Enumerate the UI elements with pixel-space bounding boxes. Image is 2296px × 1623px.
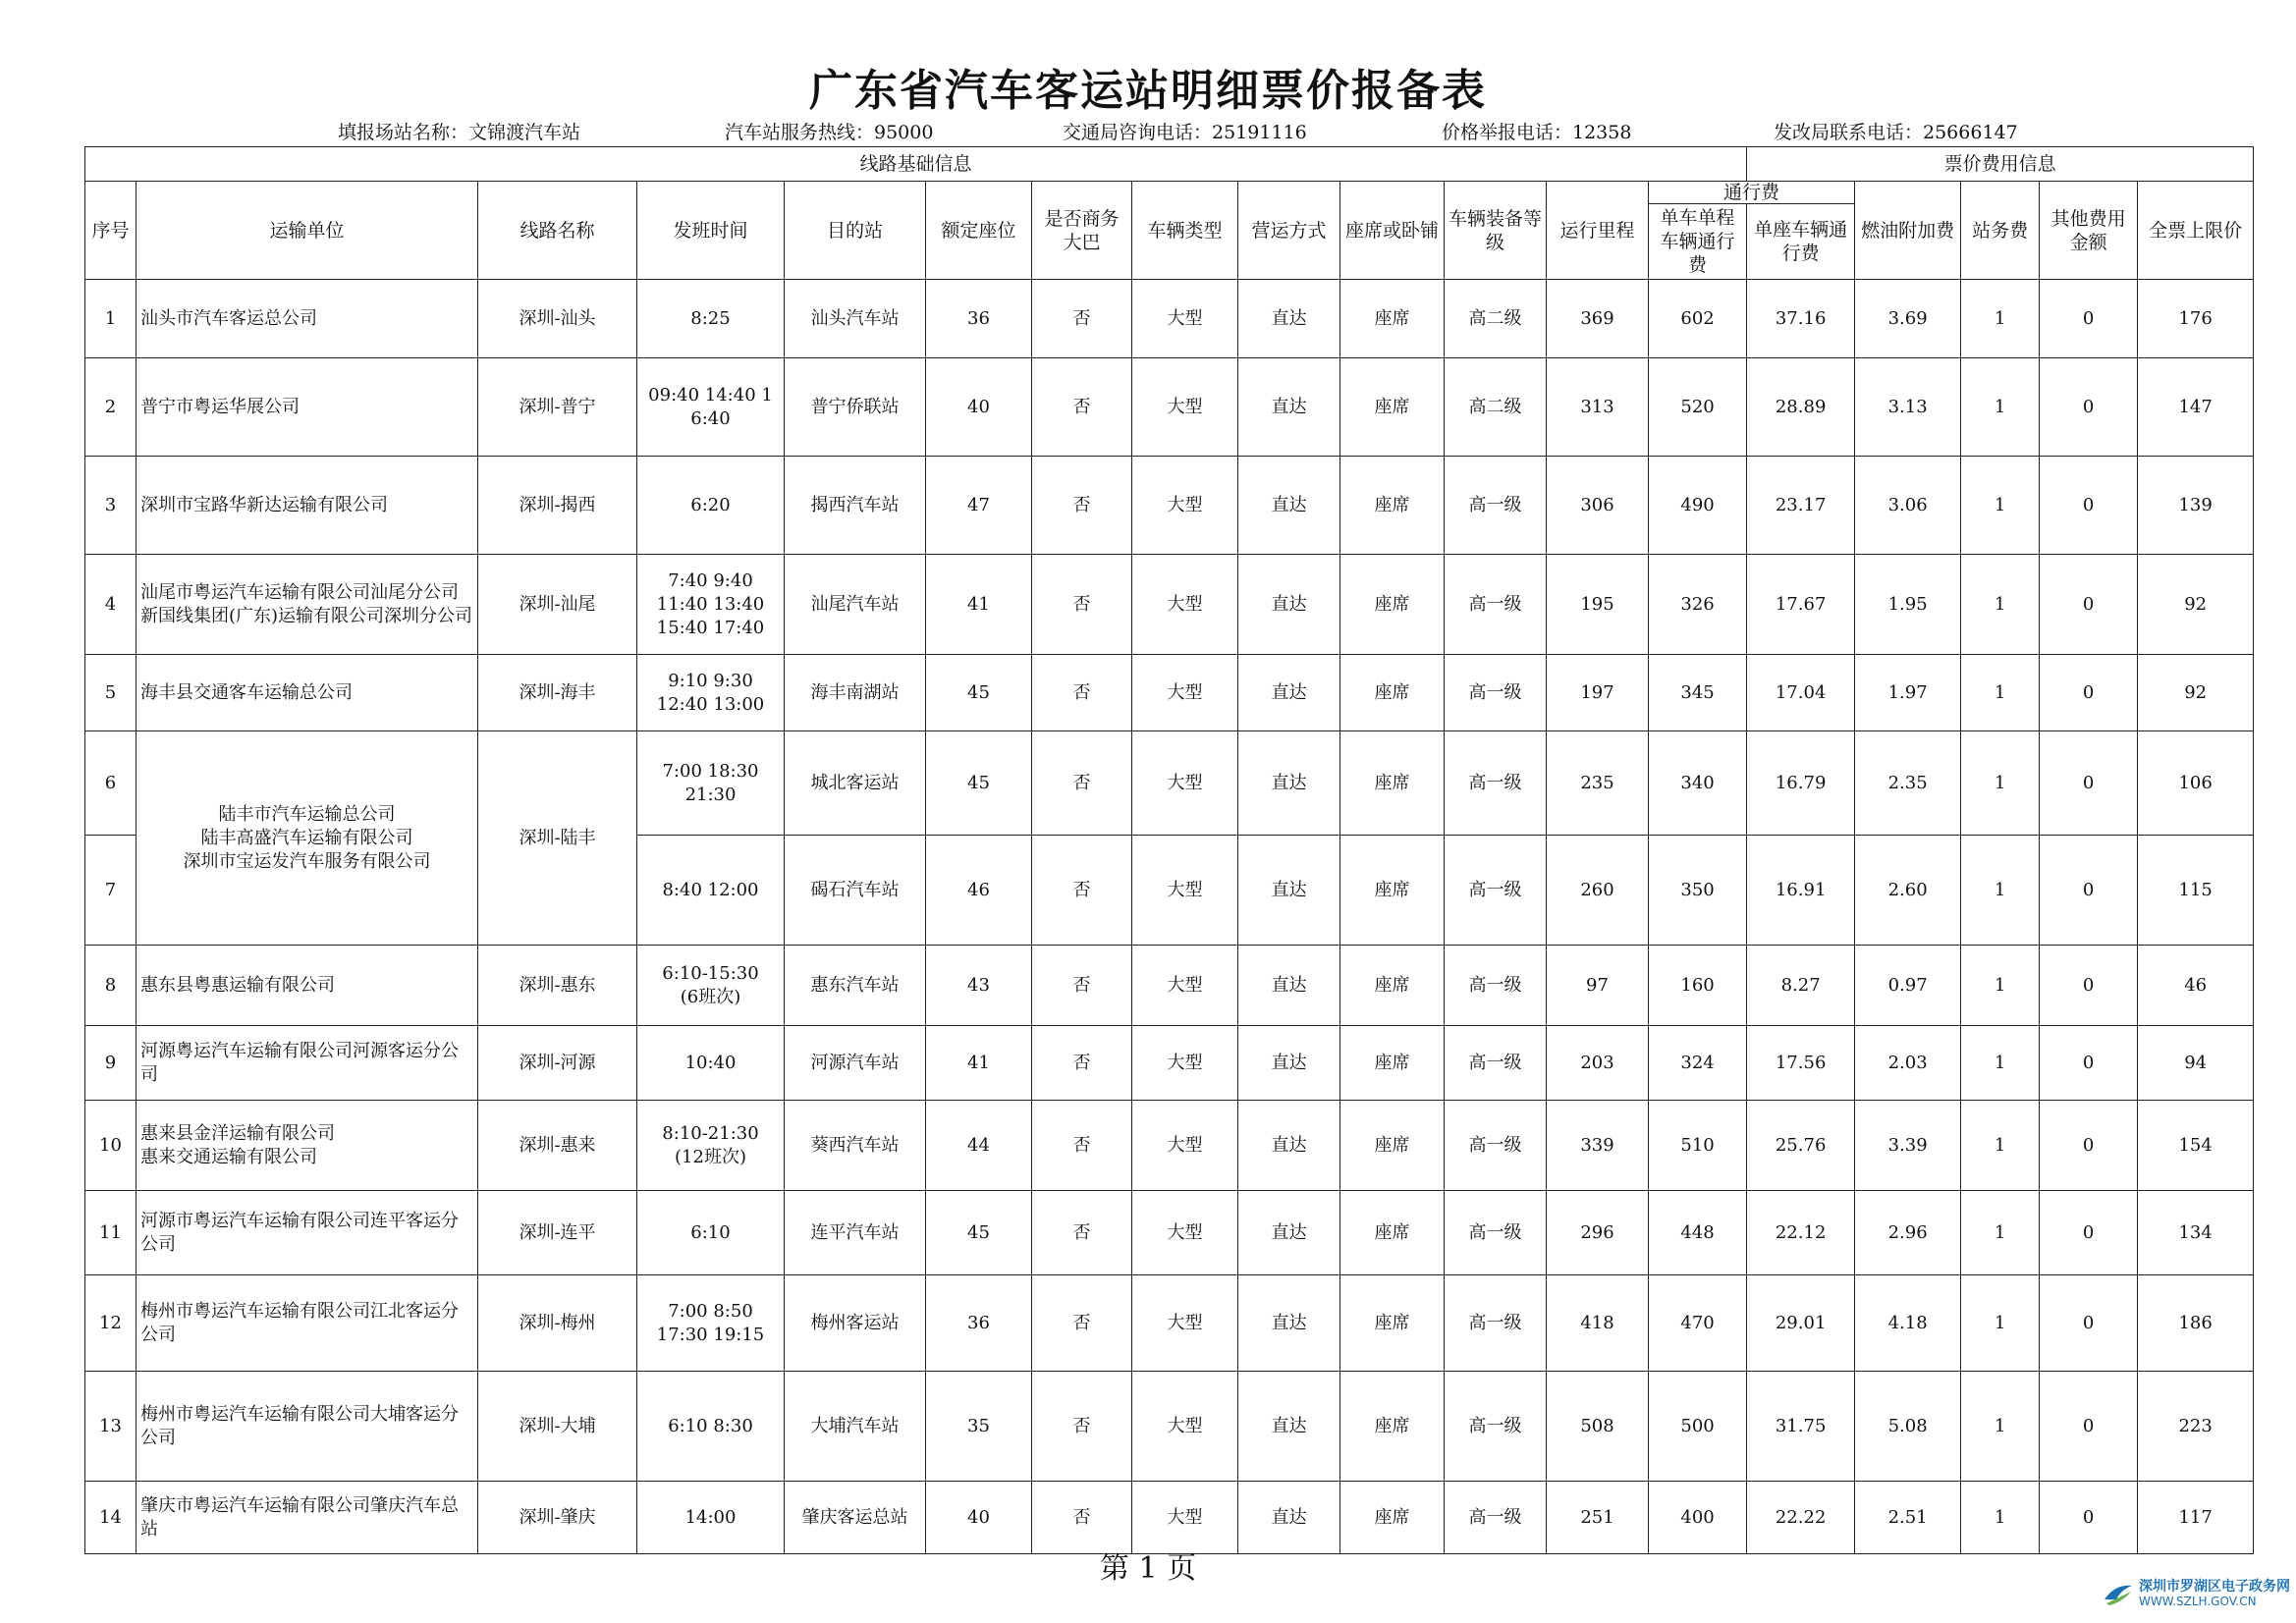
vtype-cell: 大型 [1132,1101,1238,1191]
mode-cell: 直达 [1238,1101,1340,1191]
station-fee-cell: 1 [1961,1101,2040,1191]
seq-cell: 1 [85,280,137,358]
time-cell: 7:40 9:40 11:40 13:40 15:40 17:40 [637,555,785,655]
dest-cell: 连平汽车站 [785,1191,926,1275]
time-cell: 09:40 14:40 16:40 [637,358,785,457]
toll-seat-cell: 22.22 [1747,1482,1855,1554]
vtype-cell: 大型 [1132,1372,1238,1482]
seat-type-cell: 座席 [1340,280,1445,358]
time-cell: 8:10-21:30 (12班次) [637,1101,785,1191]
col-seq: 序号 [85,182,137,280]
max-price-cell: 117 [2138,1482,2254,1554]
time-cell: 7:00 18:30 21:30 [637,731,785,836]
fuel-cell: 5.08 [1855,1372,1961,1482]
seat-type-cell: 座席 [1340,1191,1445,1275]
group-fee-info: 票价费用信息 [1747,147,2254,182]
toll-vehicle-cell: 490 [1649,457,1747,555]
distance-cell: 260 [1547,836,1649,946]
distance-cell: 418 [1547,1275,1649,1372]
toll-vehicle-cell: 350 [1649,836,1747,946]
col-toll-group: 通行费 [1649,182,1855,204]
distance-cell: 195 [1547,555,1649,655]
vtype-cell: 大型 [1132,457,1238,555]
unit-cell: 惠东县粤惠运输有限公司 [137,946,478,1026]
fuel-cell: 2.03 [1855,1026,1961,1101]
page-title: 广东省汽车客运站明细票价报备表 [809,66,1487,116]
fuel-cell: 2.96 [1855,1191,1961,1275]
seat-type-cell: 座席 [1340,457,1445,555]
fuel-cell: 3.69 [1855,280,1961,358]
toll-vehicle-cell: 470 [1649,1275,1747,1372]
business-cell: 否 [1032,1372,1132,1482]
toll-seat-cell: 17.56 [1747,1026,1855,1101]
toll-vehicle-cell: 520 [1649,358,1747,457]
ndrc-phone: 发改局联系电话：25666147 [1774,122,2018,143]
business-cell: 否 [1032,1101,1132,1191]
distance-cell: 97 [1547,946,1649,1026]
route-cell: 深圳-陆丰 [478,731,637,946]
vtype-cell: 大型 [1132,358,1238,457]
seq-cell: 11 [85,1191,137,1275]
station-name: 填报场站名称：文锦渡汽车站 [338,122,581,143]
max-price-cell: 176 [2138,280,2254,358]
dest-cell: 葵西汽车站 [785,1101,926,1191]
other-fee-cell: 0 [2040,555,2138,655]
unit-cell: 陆丰市汽车运输总公司 陆丰高盛汽车运输有限公司 深圳市宝运发汽车服务有限公司 [137,731,478,946]
grade-cell: 高一级 [1445,555,1547,655]
col-seat-type: 座席或卧铺 [1340,182,1445,280]
business-cell: 否 [1032,731,1132,836]
table-row [85,655,2254,731]
grade-cell: 高一级 [1445,731,1547,836]
col-other: 其他费用金额 [2040,182,2138,280]
seats-cell: 45 [926,655,1032,731]
other-fee-cell: 0 [2040,1191,2138,1275]
dest-cell: 大埔汽车站 [785,1372,926,1482]
toll-vehicle-cell: 500 [1649,1372,1747,1482]
seat-type-cell: 座席 [1340,1275,1445,1372]
table-row [85,946,2254,1026]
route-cell: 深圳-惠东 [478,946,637,1026]
seq-cell: 3 [85,457,137,555]
vtype-cell: 大型 [1132,1275,1238,1372]
station-fee-cell: 1 [1961,836,2040,946]
seats-cell: 41 [926,555,1032,655]
max-price-cell: 46 [2138,946,2254,1026]
dest-cell: 城北客运站 [785,731,926,836]
other-fee-cell: 0 [2040,731,2138,836]
table-row [85,555,2254,655]
other-fee-cell: 0 [2040,280,2138,358]
distance-cell: 203 [1547,1026,1649,1101]
time-cell: 8:25 [637,280,785,358]
fuel-cell: 2.51 [1855,1482,1961,1554]
toll-seat-cell: 37.16 [1747,280,1855,358]
other-fee-cell: 0 [2040,1482,2138,1554]
dest-cell: 河源汽车站 [785,1026,926,1101]
col-time: 发班时间 [637,182,785,280]
seats-cell: 40 [926,358,1032,457]
other-fee-cell: 0 [2040,1101,2138,1191]
toll-vehicle-cell: 510 [1649,1101,1747,1191]
time-cell: 7:00 8:50 17:30 19:15 [637,1275,785,1372]
grade-cell: 高一级 [1445,1275,1547,1372]
vtype-cell: 大型 [1132,655,1238,731]
seq-cell: 12 [85,1275,137,1372]
grade-cell: 高一级 [1445,457,1547,555]
mode-cell: 直达 [1238,280,1340,358]
time-cell: 8:40 12:00 [637,836,785,946]
business-cell: 否 [1032,1191,1132,1275]
station-fee-cell: 1 [1961,1191,2040,1275]
fuel-cell: 3.06 [1855,457,1961,555]
other-fee-cell: 0 [2040,655,2138,731]
toll-vehicle-cell: 448 [1649,1191,1747,1275]
table-row [85,1372,2254,1482]
col-unit: 运输单位 [137,182,478,280]
unit-cell: 梅州市粤运汽车运输有限公司大埔客运分公司 [137,1372,478,1482]
fare-table-body [85,147,2254,1554]
group-line-info: 线路基础信息 [85,147,1747,182]
mode-cell: 直达 [1238,1026,1340,1101]
group-header-row [85,147,2254,182]
station-fee-cell: 1 [1961,946,2040,1026]
unit-cell: 河源粤运汽车运输有限公司河源客运分公司 [137,1026,478,1101]
toll-vehicle-cell: 345 [1649,655,1747,731]
seq-cell: 7 [85,836,137,946]
service-hotline: 汽车站服务热线：95000 [725,122,934,143]
max-price-cell: 134 [2138,1191,2254,1275]
fuel-cell: 0.97 [1855,946,1961,1026]
col-business: 是否商务大巴 [1032,182,1132,280]
station-fee-cell: 1 [1961,358,2040,457]
max-price-cell: 106 [2138,731,2254,836]
business-cell: 否 [1032,1026,1132,1101]
grade-cell: 高一级 [1445,1482,1547,1554]
seats-cell: 40 [926,1482,1032,1554]
unit-cell: 海丰县交通客车运输总公司 [137,655,478,731]
seats-cell: 45 [926,1191,1032,1275]
col-vtype: 车辆类型 [1132,182,1238,280]
grade-cell: 高二级 [1445,280,1547,358]
route-cell: 深圳-海丰 [478,655,637,731]
unit-cell: 梅州市粤运汽车运输有限公司江北客运分公司 [137,1275,478,1372]
fuel-cell: 1.95 [1855,555,1961,655]
distance-cell: 306 [1547,457,1649,555]
logo-icon [2102,1580,2135,1607]
mode-cell: 直达 [1238,358,1340,457]
business-cell: 否 [1032,946,1132,1026]
table-row [85,731,2254,836]
seats-cell: 36 [926,1275,1032,1372]
table-row [85,1026,2254,1101]
seat-type-cell: 座席 [1340,946,1445,1026]
vtype-cell: 大型 [1132,1026,1238,1101]
dest-cell: 海丰南湖站 [785,655,926,731]
time-cell: 10:40 [637,1026,785,1101]
col-seats: 额定座位 [926,182,1032,280]
unit-cell: 河源市粤运汽车运输有限公司连平客运分公司 [137,1191,478,1275]
toll-vehicle-cell: 326 [1649,555,1747,655]
distance-cell: 369 [1547,280,1649,358]
seq-cell: 2 [85,358,137,457]
col-mode: 营运方式 [1238,182,1340,280]
dest-cell: 揭西汽车站 [785,457,926,555]
grade-cell: 高一级 [1445,655,1547,731]
business-cell: 否 [1032,1482,1132,1554]
dest-cell: 梅州客运站 [785,1275,926,1372]
business-cell: 否 [1032,655,1132,731]
vtype-cell: 大型 [1132,946,1238,1026]
max-price-cell: 92 [2138,655,2254,731]
mode-cell: 直达 [1238,836,1340,946]
seq-cell: 5 [85,655,137,731]
business-cell: 否 [1032,555,1132,655]
other-fee-cell: 0 [2040,1275,2138,1372]
col-toll-vehicle: 单车单程车辆通行费 [1649,204,1747,280]
price-report-phone: 价格举报电话：12358 [1442,122,1632,143]
business-cell: 否 [1032,1275,1132,1372]
seats-cell: 36 [926,280,1032,358]
distance-cell: 508 [1547,1372,1649,1482]
time-cell: 6:10-15:30 (6班次) [637,946,785,1026]
toll-vehicle-cell: 602 [1649,280,1747,358]
vtype-cell: 大型 [1132,555,1238,655]
station-fee-cell: 1 [1961,655,2040,731]
seat-type-cell: 座席 [1340,555,1445,655]
table-row [85,358,2254,457]
seats-cell: 47 [926,457,1032,555]
dest-cell: 普宁侨联站 [785,358,926,457]
route-cell: 深圳-惠来 [478,1101,637,1191]
seat-type-cell: 座席 [1340,655,1445,731]
max-price-cell: 186 [2138,1275,2254,1372]
toll-seat-cell: 22.12 [1747,1191,1855,1275]
unit-cell: 惠来县金洋运输有限公司 惠来交通运输有限公司 [137,1101,478,1191]
col-fuel: 燃油附加费 [1855,182,1961,280]
route-cell: 深圳-大埔 [478,1372,637,1482]
time-cell: 6:20 [637,457,785,555]
mode-cell: 直达 [1238,655,1340,731]
route-cell: 深圳-连平 [478,1191,637,1275]
toll-vehicle-cell: 324 [1649,1026,1747,1101]
station-fee-cell: 1 [1961,1275,2040,1372]
table-row [85,457,2254,555]
business-cell: 否 [1032,836,1132,946]
fuel-cell: 3.39 [1855,1101,1961,1191]
fuel-cell: 1.97 [1855,655,1961,731]
toll-seat-cell: 31.75 [1747,1372,1855,1482]
max-price-cell: 115 [2138,836,2254,946]
other-fee-cell: 0 [2040,1372,2138,1482]
max-price-cell: 94 [2138,1026,2254,1101]
grade-cell: 高一级 [1445,1101,1547,1191]
table-row [85,1101,2254,1191]
other-fee-cell: 0 [2040,946,2138,1026]
route-cell: 深圳-梅州 [478,1275,637,1372]
mode-cell: 直达 [1238,946,1340,1026]
other-fee-cell: 0 [2040,1026,2138,1101]
max-price-cell: 92 [2138,555,2254,655]
seat-type-cell: 座席 [1340,1026,1445,1101]
max-price-cell: 139 [2138,457,2254,555]
dest-cell: 碣石汽车站 [785,836,926,946]
seat-type-cell: 座席 [1340,731,1445,836]
mode-cell: 直达 [1238,731,1340,836]
col-max-price: 全票上限价 [2138,182,2254,280]
fuel-cell: 4.18 [1855,1275,1961,1372]
route-cell: 深圳-肇庆 [478,1482,637,1554]
col-route: 线路名称 [478,182,637,280]
seq-cell: 13 [85,1372,137,1482]
grade-cell: 高一级 [1445,946,1547,1026]
unit-cell: 汕头市汽车客运总公司 [137,280,478,358]
logo-text-url: WWW.SZLH.GOV.CN [2139,1595,2257,1608]
grade-cell: 高一级 [1445,1372,1547,1482]
toll-seat-cell: 8.27 [1747,946,1855,1026]
toll-vehicle-cell: 340 [1649,731,1747,836]
seq-cell: 9 [85,1026,137,1101]
fuel-cell: 2.60 [1855,836,1961,946]
time-cell: 9:10 9:30 12:40 13:00 [637,655,785,731]
seq-cell: 10 [85,1101,137,1191]
distance-cell: 251 [1547,1482,1649,1554]
grade-cell: 高二级 [1445,358,1547,457]
station-fee-cell: 1 [1961,457,2040,555]
seats-cell: 41 [926,1026,1032,1101]
route-cell: 深圳-汕尾 [478,555,637,655]
mode-cell: 直达 [1238,1275,1340,1372]
other-fee-cell: 0 [2040,358,2138,457]
seats-cell: 45 [926,731,1032,836]
vtype-cell: 大型 [1132,280,1238,358]
dest-cell: 惠东汽车站 [785,946,926,1026]
seq-cell: 8 [85,946,137,1026]
route-cell: 深圳-揭西 [478,457,637,555]
station-fee-cell: 1 [1961,1372,2040,1482]
table-row [85,280,2254,358]
vtype-cell: 大型 [1132,836,1238,946]
logo-text-cn: 深圳市罗湖区电子政务网 [2139,1579,2290,1595]
toll-seat-cell: 17.04 [1747,655,1855,731]
station-fee-cell: 1 [1961,555,2040,655]
table-row [85,1275,2254,1372]
toll-seat-cell: 29.01 [1747,1275,1855,1372]
business-cell: 否 [1032,457,1132,555]
seat-type-cell: 座席 [1340,1482,1445,1554]
seq-cell: 14 [85,1482,137,1554]
grade-cell: 高一级 [1445,1191,1547,1275]
seat-type-cell: 座席 [1340,358,1445,457]
col-distance: 运行里程 [1547,182,1649,280]
station-fee-cell: 1 [1961,731,2040,836]
time-cell: 6:10 8:30 [637,1372,785,1482]
fare-table [84,146,2254,1554]
station-fee-cell: 1 [1961,1482,2040,1554]
seq-cell: 6 [85,731,137,836]
distance-cell: 235 [1547,731,1649,836]
col-grade: 车辆装备等级 [1445,182,1547,280]
toll-seat-cell: 17.67 [1747,555,1855,655]
mode-cell: 直达 [1238,1482,1340,1554]
toll-seat-cell: 16.79 [1747,731,1855,836]
distance-cell: 339 [1547,1101,1649,1191]
station-fee-cell: 1 [1961,280,2040,358]
vtype-cell: 大型 [1132,731,1238,836]
max-price-cell: 223 [2138,1372,2254,1482]
toll-seat-cell: 23.17 [1747,457,1855,555]
max-price-cell: 147 [2138,358,2254,457]
mode-cell: 直达 [1238,1191,1340,1275]
mode-cell: 直达 [1238,555,1340,655]
dest-cell: 肇庆客运总站 [785,1482,926,1554]
route-cell: 深圳-普宁 [478,358,637,457]
mode-cell: 直达 [1238,1372,1340,1482]
dest-cell: 汕头汽车站 [785,280,926,358]
grade-cell: 高一级 [1445,1026,1547,1101]
mode-cell: 直达 [1238,457,1340,555]
unit-cell: 普宁市粤运华展公司 [137,358,478,457]
header-row-1 [85,182,2254,204]
col-toll-seat: 单座车辆通行费 [1747,204,1855,280]
other-fee-cell: 0 [2040,457,2138,555]
seq-cell: 4 [85,555,137,655]
distance-cell: 313 [1547,358,1649,457]
station-fee-cell: 1 [1961,1026,2040,1101]
fuel-cell: 3.13 [1855,358,1961,457]
dest-cell: 汕尾汽车站 [785,555,926,655]
unit-cell: 汕尾市粤运汽车运输有限公司汕尾分公司 新国线集团(广东)运输有限公司深圳分公司 [137,555,478,655]
route-cell: 深圳-汕头 [478,280,637,358]
fuel-cell: 2.35 [1855,731,1961,836]
toll-vehicle-cell: 400 [1649,1482,1747,1554]
seat-type-cell: 座席 [1340,1372,1445,1482]
time-cell: 14:00 [637,1482,785,1554]
grade-cell: 高一级 [1445,836,1547,946]
distance-cell: 296 [1547,1191,1649,1275]
page-number: 第 1 页 [1099,1551,1197,1586]
seats-cell: 46 [926,836,1032,946]
business-cell: 否 [1032,358,1132,457]
table-row [85,1191,2254,1275]
col-dest: 目的站 [785,182,926,280]
seat-type-cell: 座席 [1340,1101,1445,1191]
business-cell: 否 [1032,280,1132,358]
seats-cell: 35 [926,1372,1032,1482]
max-price-cell: 154 [2138,1101,2254,1191]
unit-cell: 肇庆市粤运汽车运输有限公司肇庆汽车总站 [137,1482,478,1554]
seats-cell: 43 [926,946,1032,1026]
col-station-fee: 站务费 [1961,182,2040,280]
seats-cell: 44 [926,1101,1032,1191]
toll-seat-cell: 28.89 [1747,358,1855,457]
toll-vehicle-cell: 160 [1649,946,1747,1026]
transport-phone: 交通局咨询电话：25191116 [1063,122,1307,143]
distance-cell: 197 [1547,655,1649,731]
seat-type-cell: 座席 [1340,836,1445,946]
route-cell: 深圳-河源 [478,1026,637,1101]
time-cell: 6:10 [637,1191,785,1275]
vtype-cell: 大型 [1132,1191,1238,1275]
site-logo [2102,1579,2290,1608]
toll-seat-cell: 25.76 [1747,1101,1855,1191]
other-fee-cell: 0 [2040,836,2138,946]
toll-seat-cell: 16.91 [1747,836,1855,946]
vtype-cell: 大型 [1132,1482,1238,1554]
unit-cell: 深圳市宝路华新达运输有限公司 [137,457,478,555]
